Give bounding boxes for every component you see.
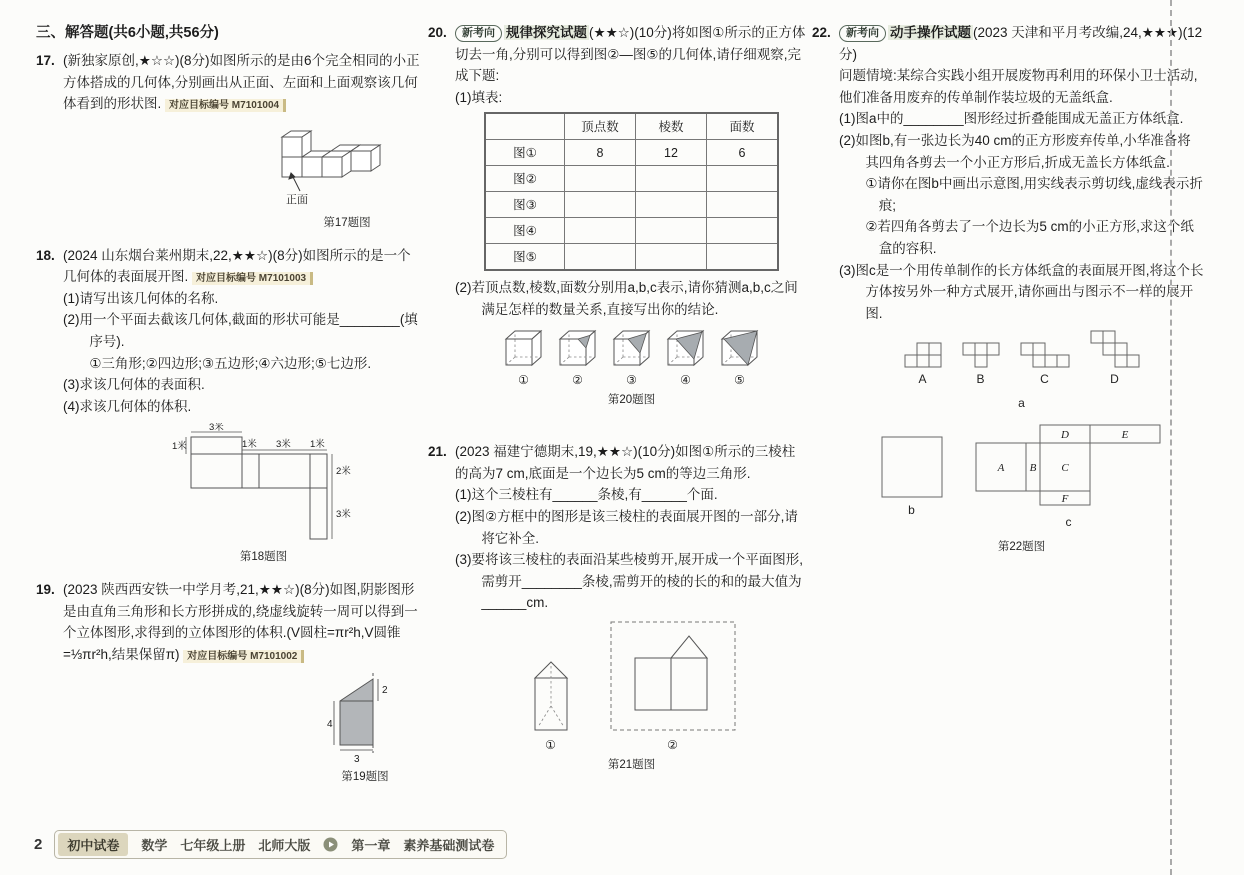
figure-21 xyxy=(455,620,808,775)
cube-figure xyxy=(558,327,598,369)
cube-label: ② xyxy=(572,372,583,387)
section-header: 三、解答题(共6小题,共56分) xyxy=(36,25,219,41)
new-direction-badge: 新考向 xyxy=(455,25,502,42)
cube-figure xyxy=(504,327,544,369)
figure-21-caption: 第21题图 xyxy=(607,759,656,772)
play-circle-icon xyxy=(323,837,338,852)
net-box-figure-group xyxy=(609,620,737,755)
problem-22-item-2: (2)如图b,有一张边长为40 cm的正方形废弃传单,小华准备将其四角各剪去一个小正方形后,折成无盖长方体纸盒. xyxy=(839,132,1191,170)
footer-info-bar xyxy=(54,830,507,859)
net-label: D xyxy=(1110,372,1119,387)
problem-21-body xyxy=(455,441,808,780)
problem-20-item-1: (1)填表: xyxy=(455,89,503,105)
net-shape xyxy=(904,342,942,368)
table-cell xyxy=(565,244,636,271)
net-box-label: ② xyxy=(667,737,678,752)
net-label: A xyxy=(918,372,927,387)
problem-17-body xyxy=(63,50,424,238)
footer-grade: 七年级上册 xyxy=(180,838,246,853)
problem-20-topic-tag: 规律探究试题 xyxy=(506,25,587,40)
problem-18-text: 如图所示的是一个几何体的表面展开图. xyxy=(63,247,411,285)
table-cell: 图① xyxy=(485,140,565,166)
table-cell: 图③ xyxy=(485,192,565,218)
problem-17 xyxy=(36,50,424,238)
table-row xyxy=(485,140,778,166)
cube-figure xyxy=(720,327,760,369)
figure-18 xyxy=(63,423,424,567)
page-footer xyxy=(34,830,507,859)
problem-21-item-2: (2)图②方框中的图形是该三棱柱的表面展开图的一部分,请将它补全. xyxy=(455,508,798,546)
problem-22-sub-2: ②若四角各剪去了一个边长为5 cm的小正方形,求这个纸盒的容积. xyxy=(865,219,1194,256)
table-cell xyxy=(636,192,707,218)
problem-22 xyxy=(812,22,1204,562)
table-row xyxy=(485,244,778,271)
figure-19 xyxy=(63,671,424,787)
group-b-label: b xyxy=(908,502,915,517)
front-view-label: 正面 xyxy=(286,193,308,206)
table-cell: 12 xyxy=(636,140,707,166)
problem-22-item-3: (3)图c是一个用传单制作的长方体纸盒的表面展开图,将这个长方体按另外一种方式展开,请你画出与图示不一样的展开图. xyxy=(839,262,1204,321)
footer-chapter: 第一章 xyxy=(351,838,391,853)
prism-figure-group xyxy=(527,658,575,755)
figure-17 xyxy=(63,121,424,233)
problem-17-number: 17. xyxy=(36,53,55,69)
table-row xyxy=(485,166,778,192)
new-direction-badge: 新考向 xyxy=(839,25,886,42)
problem-19-body xyxy=(63,579,424,793)
dim-right: 2米 xyxy=(335,466,351,478)
problem-21-item-3: (3)要将该三棱柱的表面沿某些棱剪开,展开成一个平面图形,需剪开________条棱,需剪开的棱的长的和的最大值为______cm. xyxy=(455,552,803,611)
net-shape xyxy=(1020,342,1070,368)
problem-20-number: 20. xyxy=(428,25,447,40)
net-label: C xyxy=(1040,372,1049,387)
table-row xyxy=(485,218,778,244)
net-label: B xyxy=(976,372,985,387)
cube-variant-2 xyxy=(558,327,598,390)
table-cell xyxy=(707,244,779,271)
table-cell xyxy=(636,166,707,192)
partial-net-figure xyxy=(609,620,737,734)
figure-20 xyxy=(455,327,808,410)
problem-22-text: 问题情境:某综合实践小组开展废物再利用的环保小卫士活动,他们准备用废弃的传单制作装垃圾的无盖纸盒. xyxy=(839,68,1198,105)
table-cell xyxy=(636,244,707,271)
table-cell: 6 xyxy=(707,140,779,166)
problem-20 xyxy=(428,22,808,415)
dim-2: 2 xyxy=(382,685,388,697)
table-cell: 图⑤ xyxy=(485,244,565,271)
problem-18 xyxy=(36,245,424,573)
table-header-row xyxy=(485,113,778,140)
square-sheet-figure xyxy=(880,435,944,499)
cube-variant-3 xyxy=(612,327,652,390)
figure-19-caption: 第19题图 xyxy=(341,771,389,784)
box-net-figure xyxy=(974,423,1164,511)
table-cell: 8 xyxy=(565,140,636,166)
problem-20-item-2: (2)若顶点数,棱数,面数分别用a,b,c表示,请你猜测a,b,c之间满足怎样的数量关系,直接写出你的结论. xyxy=(455,280,798,317)
page-number: 2 xyxy=(34,836,43,853)
cube-figure xyxy=(612,327,652,369)
dim-top: 3米 xyxy=(208,423,224,434)
problem-22-topic-tag: 动手操作试题 xyxy=(890,25,971,40)
table-cell xyxy=(565,218,636,244)
problem-17-text: 如图所示的是由6个完全相同的小正方体搭成的几何体,分别画出从正面、左面和上面观察该几何体看到的形状图. xyxy=(63,53,420,112)
table-header-cell: 面数 xyxy=(707,113,779,140)
table-header-cell: 棱数 xyxy=(636,113,707,140)
net-candidates-row xyxy=(839,330,1204,389)
problem-18-source: (2024 山东烟台莱州期末,22,★★☆)(8分) xyxy=(63,247,303,263)
problem-18-body xyxy=(63,245,424,573)
cube-variant-4 xyxy=(666,327,706,390)
figure-22 xyxy=(839,330,1204,556)
column-middle xyxy=(428,22,808,786)
problem-22-sub-1: ①请你在图b中画出示意图,用实线表示剪切线,虚线表示折痕; xyxy=(865,176,1203,213)
dim-tail: 3米 xyxy=(335,509,351,521)
face-label-b: B xyxy=(1029,461,1036,474)
problem-22-body xyxy=(839,22,1204,562)
table-cell xyxy=(707,166,779,192)
dim-left: 1米 xyxy=(171,441,187,453)
net-candidate-c xyxy=(1020,342,1070,389)
problem-20-body xyxy=(455,22,808,415)
dim-w3: 1米 xyxy=(309,439,325,451)
problem-18-item-2: (2)用一个平面去截该几何体,截面的形状可能是________(填序号). xyxy=(63,312,418,349)
table-header-cell: 顶点数 xyxy=(565,113,636,140)
problem-18-number: 18. xyxy=(36,247,55,263)
dim-w2: 3米 xyxy=(275,439,291,451)
footer-subject: 数学 xyxy=(141,838,168,853)
net-candidate-a xyxy=(904,342,942,389)
problem-19-formula: (V圆柱=πr²h,V圆锥=⅓πr²h,结果保留π) xyxy=(63,625,401,662)
cube-label: ③ xyxy=(626,372,637,387)
figure-17-caption: 第17题图 xyxy=(323,216,371,229)
dim-4: 4 xyxy=(327,719,333,731)
table-cell xyxy=(707,192,779,218)
dim-w1: 1米 xyxy=(241,439,257,451)
problem-21-item-1: (1)这个三棱柱有______条棱,有______个面. xyxy=(455,487,718,503)
problem-21 xyxy=(428,441,808,780)
problem-19-text: 如图,阴影图形是由直角三角形和长方形拼成的,绕虚线旋转一周可以得到一个立体图形,求得到的立体图形的体积. xyxy=(63,581,418,641)
table-cell xyxy=(707,218,779,244)
problem-19-source: (2023 陕西西安铁一中学月考,21,★★☆)(8分) xyxy=(63,581,330,597)
problem-18-item-1: (1)请写出该几何体的名称. xyxy=(63,290,219,306)
problem-18-item-4: (4)求该几何体的体积. xyxy=(63,398,192,414)
problem-21-source: (2023 福建宁德期末,19,★★☆)(10分) xyxy=(455,444,676,460)
cube-figure xyxy=(666,327,706,369)
problem-18-options: ①三角形;②四边形;③五边形;④六边形;⑤七边形. xyxy=(89,355,372,371)
net-candidate-d xyxy=(1090,330,1140,389)
footer-edition: 北师大版 xyxy=(258,838,311,853)
face-label-e: E xyxy=(1121,428,1128,441)
problem-17-source: (新独家原创,★☆☆)(8分) xyxy=(63,53,210,69)
net-shape xyxy=(1090,330,1140,368)
square-sheet-group xyxy=(880,435,944,520)
cube-label: ① xyxy=(518,372,529,387)
prism-label: ① xyxy=(545,737,556,752)
problem-19-ref-tag: 对应目标编号 M7101002 xyxy=(183,650,304,663)
dim-3: 3 xyxy=(354,754,360,766)
column-left xyxy=(36,22,424,799)
table-cell: 图④ xyxy=(485,218,565,244)
problem-22-source: (2023 天津和平月考改编,24,★★★)(12分) xyxy=(839,25,1203,62)
problem-21-text: 如图①所示的三棱柱的高为7 cm,底面是一个边长为5 cm的等边三角形. xyxy=(455,444,796,481)
problem-18-ref-tag: 对应目标编号 M7101003 xyxy=(192,272,313,285)
group-a-label: a xyxy=(1018,395,1025,410)
triangular-prism-figure xyxy=(527,658,575,734)
face-label-f: F xyxy=(1061,492,1068,505)
face-label-a: A xyxy=(997,461,1004,474)
problem-20-text: 将如图①所示的正方体切去一角,分别可以得到图②—图⑤的几何体,请仔细观察,完成下题: xyxy=(455,25,806,84)
problem-18-item-3: (3)求该几何体的表面积. xyxy=(63,377,205,393)
net-figure xyxy=(171,423,357,547)
footer-series-badge: 初中试卷 xyxy=(58,833,128,856)
box-net-group xyxy=(974,423,1164,532)
table-cell xyxy=(565,192,636,218)
problem-20-source: (★★☆)(10分) xyxy=(589,25,672,40)
rotation-solid-figure xyxy=(326,671,404,767)
cube-variant-5 xyxy=(720,327,760,390)
problem-17-ref-tag: 对应目标编号 M7101004 xyxy=(165,99,286,112)
cube-label: ④ xyxy=(680,372,691,387)
figure-22-caption: 第22题图 xyxy=(997,540,1046,553)
page-divider-dashed-line xyxy=(1170,0,1172,875)
problem-19 xyxy=(36,579,424,793)
face-label-c: C xyxy=(1060,461,1069,474)
problem-19-number: 19. xyxy=(36,581,55,597)
table-cell: 图② xyxy=(485,166,565,192)
footer-paper-name: 素养基础测试卷 xyxy=(403,838,495,853)
group-c-label: c xyxy=(1065,514,1072,529)
figure-20-caption: 第20题图 xyxy=(607,393,656,406)
cubes-3d-figure xyxy=(272,121,422,213)
problem-22-item-1: (1)图a中的________图形经过折叠能围成无盖正方体纸盒. xyxy=(839,111,1184,127)
column-right xyxy=(812,22,1204,568)
problem-22-number: 22. xyxy=(812,25,831,40)
table-row xyxy=(485,192,778,218)
cube-variant-1 xyxy=(504,327,544,390)
problem-21-number: 21. xyxy=(428,444,447,460)
net-candidate-b xyxy=(962,342,1000,389)
table-cell xyxy=(565,166,636,192)
figure-18-caption: 第18题图 xyxy=(239,551,288,564)
net-shape xyxy=(962,342,1000,368)
face-label-d: D xyxy=(1060,428,1069,441)
fill-in-table xyxy=(484,112,779,271)
table-header-cell xyxy=(485,113,565,140)
table-cell xyxy=(636,218,707,244)
cube-label: ⑤ xyxy=(734,372,745,387)
